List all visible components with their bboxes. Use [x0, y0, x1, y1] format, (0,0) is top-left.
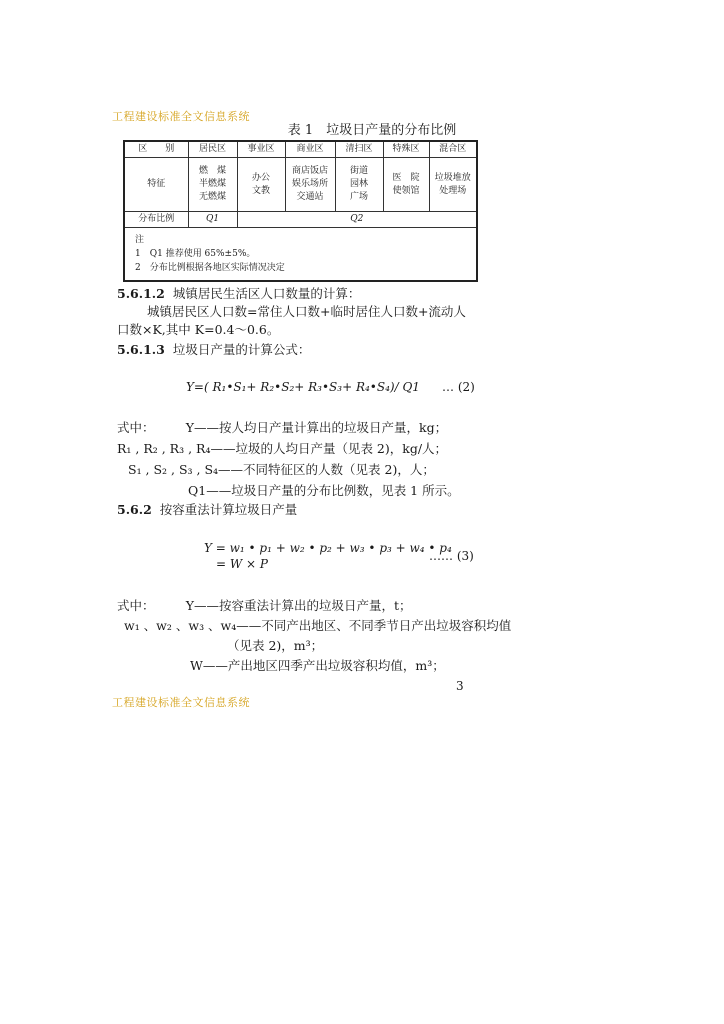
- formula-2: Y=( R₁•S₁+ R₂•S₂+ R₃•S₃+ R₄•S₄)/ Q1: [186, 380, 420, 394]
- section-5612-heading: [117, 286, 360, 302]
- where-line: w₁ 、w₂ 、w₃ 、w₄——不同产出地区、不同季节日产出垃圾容积均值: [124, 618, 512, 633]
- feature-line: 使领馆: [392, 185, 420, 196]
- where-line: （见表 2)，m³；: [227, 638, 324, 653]
- watermark-top: 工程建设标准全文信息系统: [112, 110, 250, 123]
- note-line: 1 Q1 推荐使用 65%±5%。: [135, 249, 256, 259]
- header-cell: 清扫区: [335, 141, 383, 158]
- header-cell: 居民区: [188, 141, 237, 158]
- paragraph-line: 城镇居民区人口数=常住人口数+临时居住人口数+流动人: [147, 304, 466, 319]
- feature-line: 娱乐场所: [291, 179, 328, 189]
- feature-cell: [335, 158, 383, 212]
- feature-line: 文教: [251, 185, 270, 196]
- header-cell: 事业区: [237, 141, 285, 158]
- where-line: S₁ , S₂ , S₃ , S₄——不同特征区的人数（见表 2)，人；: [128, 462, 435, 477]
- feature-cell: [429, 158, 477, 212]
- feature-line: 垃圾堆放: [434, 172, 471, 183]
- section-number: 5.6.1.2: [117, 286, 165, 301]
- feature-cell: [237, 158, 285, 212]
- feature-line: 商店饭店: [291, 166, 328, 176]
- ratio-label: 分布比例: [124, 212, 188, 228]
- section-title: 按容重法计算垃圾日产量: [159, 502, 298, 517]
- table-feature-row: [124, 158, 477, 212]
- feature-line: 燃 煤: [198, 166, 226, 176]
- table-notes: [124, 228, 477, 282]
- where-line: R₁ , R₂ , R₃ , R₄——垃圾的人均日产量（见表 2)，kg/人；: [117, 441, 448, 456]
- table-ratio-row: [124, 212, 477, 228]
- section-5613-heading: [117, 342, 310, 358]
- formula-2-number: … (2): [442, 380, 475, 394]
- feature-line: 园林: [349, 179, 368, 189]
- feature-line: 交通站: [296, 192, 324, 202]
- feature-line: 医 院: [392, 172, 420, 183]
- table-caption: 表 1 垃圾日产量的分布比例: [287, 123, 457, 138]
- notes-title: 注: [135, 235, 145, 245]
- where-line: 式中： Y——按人均日产量计算出的垃圾日产量，kg；: [117, 420, 448, 435]
- feature-line: 半燃煤: [198, 179, 226, 189]
- section-title: 城镇居民生活区人口数量的计算：: [172, 286, 361, 301]
- page-number: 3: [456, 679, 464, 693]
- formula-3-line1: Y = w₁ • p₁ + w₂ • p₂ + w₃ • p₃ + w₄ • p₄: [204, 541, 452, 555]
- feature-line: 广场: [349, 192, 368, 202]
- watermark-bottom: 工程建设标准全文信息系统: [112, 696, 250, 709]
- q1-cell: Q1: [188, 212, 237, 228]
- formula-3-number: …… (3): [429, 549, 474, 563]
- table-notes-row: [124, 228, 477, 282]
- section-562-heading: [117, 502, 297, 518]
- note-line: 2 分布比例根据各地区实际情况决定: [135, 263, 285, 273]
- feature-cell: [188, 158, 237, 212]
- where-line: 式中： Y——按容重法计算出的垃圾日产量，t；: [117, 598, 412, 613]
- feature-line: 街道: [349, 166, 368, 176]
- section-number: 5.6.2: [117, 502, 152, 517]
- header-cell: 特殊区: [383, 141, 429, 158]
- feature-cell: [285, 158, 335, 212]
- paragraph-line: 口数×K,其中 K=0.4～0.6。: [117, 322, 280, 337]
- header-cell: 混合区: [429, 141, 477, 158]
- feature-cell: [383, 158, 429, 212]
- table-header-row: [124, 141, 477, 158]
- q2-cell: Q2: [237, 212, 477, 228]
- feature-label: 特征: [124, 158, 188, 212]
- header-cell: 区 别: [124, 141, 188, 158]
- feature-line: 办公: [251, 172, 270, 183]
- feature-line: 处理场: [439, 185, 467, 196]
- where-line: Q1——垃圾日产量的分布比例数，见表 1 所示。: [188, 483, 460, 498]
- where-line: W——产出地区四季产出垃圾容积均值，m³；: [190, 658, 445, 673]
- formula-3-line2: = W × P: [216, 557, 268, 571]
- section-number: 5.6.1.3: [117, 342, 165, 357]
- section-title: 垃圾日产量的计算公式：: [172, 342, 311, 357]
- feature-line: 无燃煤: [198, 192, 226, 202]
- distribution-table: [123, 140, 478, 282]
- header-cell: 商业区: [285, 141, 335, 158]
